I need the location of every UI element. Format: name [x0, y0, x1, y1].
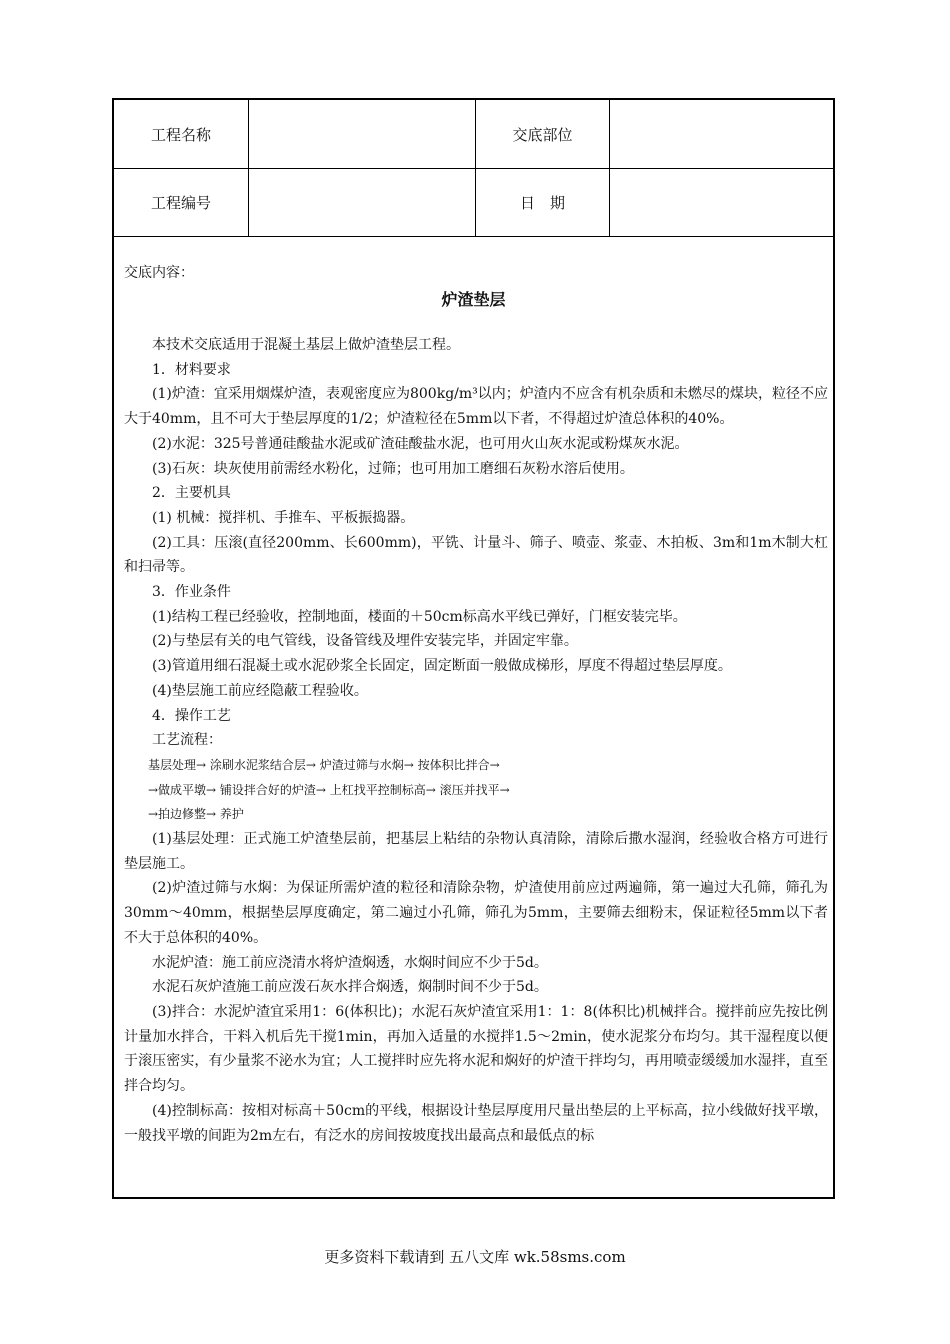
- date-label: 日 期: [476, 168, 610, 236]
- step-paragraph: (2)炉渣过筛与水焖：为保证所需炉渣的粒径和清除杂物，炉渣使用前应过两遍筛，第一遍过大孔筛，筛孔为30mm～40mm，根据垫层厚度确定，第二遍过小孔筛，筛孔为5mm，主要筛去细粉末，保证粒径5mm以下者不大于总体积的40%。: [124, 880, 828, 946]
- project-number-value: [249, 168, 476, 236]
- paragraph: (2)与垫层有关的电气管线，设备管线及埋件安装完毕，并固定牢靠。: [152, 633, 578, 650]
- paragraph: (1)结构工程已经验收，控制地面，楼面的＋50cm标高水平线已弹好，门框安装完毕。: [152, 608, 687, 625]
- section-heading: 3．作业条件: [152, 584, 231, 601]
- paragraph: (3)石灰：块灰使用前需经水粉化，过筛；也可用加工磨细石灰粉水溶后使用。: [152, 460, 634, 477]
- step-paragraph: (1)基层处理：正式施工炉渣垫层前，把基层上粘结的杂物认真清除，清除后撒水湿润，经验收合格方可进行垫层施工。: [124, 831, 828, 872]
- project-name-label: 工程名称: [114, 100, 249, 168]
- process-flow-line: →做成平墩→ 铺设拌合好的炉渣→ 上杠找平控制标高→ 滚压并找平→: [148, 782, 510, 797]
- header-row-project-number: [114, 168, 833, 237]
- content-label: 交底内容：: [124, 265, 194, 281]
- paragraph: (1) 机械：搅拌机、手推车、平板振捣器。: [152, 509, 415, 526]
- disclosure-part-label: 交底部位: [476, 100, 610, 168]
- document-title: 炉渣垫层: [441, 290, 506, 309]
- step-paragraph: (3)拌合：水泥炉渣宜采用1：6(体积比)；水泥石灰炉渣宜采用1：1：8(体积比)机械拌合。搅拌前应先按比例计量加水拌合，干料入机后先干搅1min，再加入适量的水搅拌1.5～2min，使水泥浆分布均匀。其干湿程度以便于滚压密实，有少量浆不泌水为宜；人工搅拌时应先将水泥和焖好的炉渣干拌均匀，再用喷壶缓缓加水湿拌，直至拌合均匀。: [124, 1003, 828, 1095]
- step-paragraph: 水泥石灰炉渣施工前应泼石灰水拌合焖透，焖制时间不少于5d。: [152, 979, 548, 996]
- process-flow-line: →拍边修整→ 养护: [148, 807, 244, 822]
- content-text: [124, 333, 828, 1148]
- project-number-label: 工程编号: [114, 168, 249, 236]
- paragraph: 工艺流程：: [152, 732, 222, 749]
- section-heading: 4．操作工艺: [152, 707, 231, 724]
- process-flow-line: 基层处理→ 涂刷水泥浆结合层→ 炉渣过筛与水焖→ 按体积比拌合→: [148, 757, 500, 772]
- section-heading: 1．材料要求: [152, 361, 231, 378]
- step-paragraph: (4)控制标高：按相对标高＋50cm的平线，根据设计垫层厚度用尺量出垫层的上平标高，拉小线做好找平墩，一般找平墩的间距为2m左右，有泛水的房间按坡度找出最高点和最低点的标: [124, 1102, 828, 1144]
- paragraph: (2)工具：压滚(直径200mm、长600mm)，平铣、计量斗、筛子、喷壶、浆壶、木拍板、3m和1m木制大杠和扫帚等。: [124, 534, 828, 576]
- paragraph: (2)水泥：325号普通硅酸盐水泥或矿渣硅酸盐水泥，也可用火山灰水泥或粉煤灰水泥。: [152, 435, 689, 452]
- disclosure-part-value: [610, 100, 833, 168]
- paragraph: 本技术交底适用于混凝土基层上做炉渣垫层工程。: [152, 337, 460, 353]
- step-paragraph: 水泥炉渣：施工前应浇清水将炉渣焖透，水焖时间应不少于5d。: [152, 954, 548, 971]
- paragraph: (1)炉渣：宜采用烟煤炉渣，表观密度应为800kg/m³以内；炉渣内不应含有机杂质和未燃尽的煤块，粒径不应大于40mm，且不可大于垫层厚度的1/2；炉渣粒径在5mm以下者，不得超过炉渣总体积的40%。: [124, 386, 828, 428]
- paragraph: (3)管道用细石混凝土或水泥砂浆全长固定，固定断面一般做成梯形，厚度不得超过垫层厚度。: [152, 658, 732, 675]
- header-row-project-name: [114, 100, 833, 169]
- paragraph: (4)垫层施工前应经隐蔽工程验收。: [152, 682, 368, 699]
- section-heading: 2．主要机具: [152, 485, 231, 502]
- date-value: [610, 168, 833, 236]
- disclosure-form: [112, 98, 835, 1199]
- footer-text: 更多资料下载请到 五八文库 wk.58sms.com: [324, 1248, 626, 1266]
- project-name-value: [249, 100, 476, 168]
